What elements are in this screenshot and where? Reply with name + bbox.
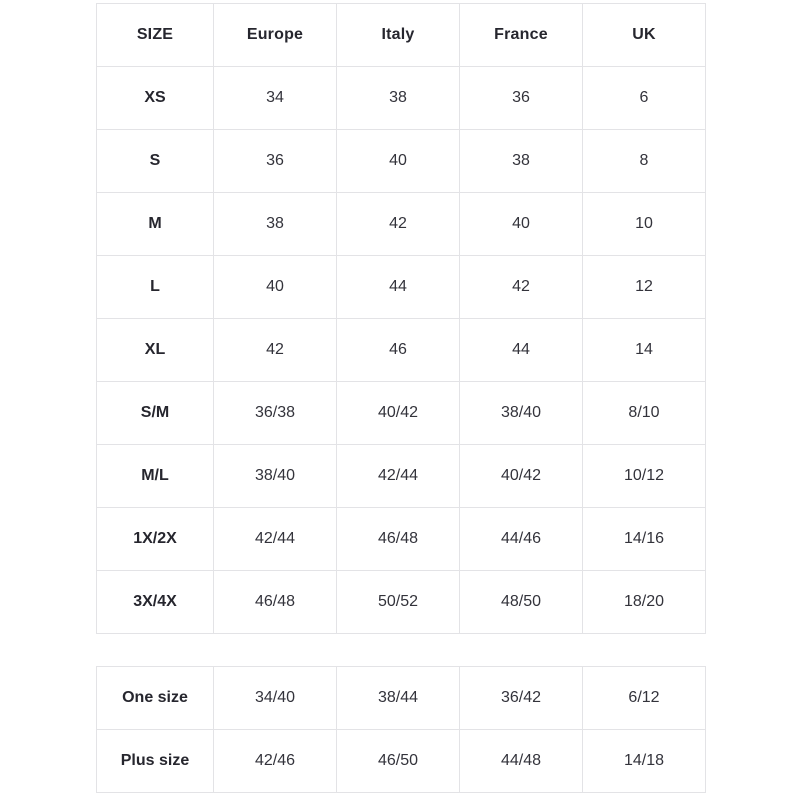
cell-italy: 38/44 xyxy=(337,667,460,730)
cell-uk: 14/16 xyxy=(583,508,706,571)
cell-size: Plus size xyxy=(97,730,214,793)
cell-france: 40/42 xyxy=(460,445,583,508)
cell-france: 44/46 xyxy=(460,508,583,571)
table-header xyxy=(97,4,706,67)
cell-size: M/L xyxy=(97,445,214,508)
cell-size: XS xyxy=(97,67,214,130)
table-row xyxy=(97,667,706,730)
cell-europe: 38 xyxy=(214,193,337,256)
table-row xyxy=(97,508,706,571)
column-header-europe: Europe xyxy=(214,4,337,67)
table-row xyxy=(97,319,706,382)
cell-europe: 46/48 xyxy=(214,571,337,634)
cell-france: 42 xyxy=(460,256,583,319)
cell-france: 38/40 xyxy=(460,382,583,445)
cell-france: 44 xyxy=(460,319,583,382)
cell-europe: 42 xyxy=(214,319,337,382)
cell-europe: 34/40 xyxy=(214,667,337,730)
cell-italy: 42/44 xyxy=(337,445,460,508)
cell-europe: 38/40 xyxy=(214,445,337,508)
cell-size: 3X/4X xyxy=(97,571,214,634)
table-row xyxy=(97,382,706,445)
table-row xyxy=(97,67,706,130)
cell-uk: 14 xyxy=(583,319,706,382)
cell-italy: 40/42 xyxy=(337,382,460,445)
one-size-plus-size-table xyxy=(96,666,706,793)
cell-europe: 36/38 xyxy=(214,382,337,445)
cell-italy: 42 xyxy=(337,193,460,256)
cell-europe: 34 xyxy=(214,67,337,130)
extra-table-body xyxy=(97,667,706,793)
cell-size: S xyxy=(97,130,214,193)
table-row xyxy=(97,730,706,793)
cell-france: 40 xyxy=(460,193,583,256)
cell-italy: 38 xyxy=(337,67,460,130)
cell-uk: 6 xyxy=(583,67,706,130)
cell-size: 1X/2X xyxy=(97,508,214,571)
cell-size: L xyxy=(97,256,214,319)
cell-italy: 46 xyxy=(337,319,460,382)
cell-size: XL xyxy=(97,319,214,382)
cell-uk: 10/12 xyxy=(583,445,706,508)
cell-italy: 44 xyxy=(337,256,460,319)
cell-europe: 36 xyxy=(214,130,337,193)
cell-france: 48/50 xyxy=(460,571,583,634)
cell-uk: 6/12 xyxy=(583,667,706,730)
cell-europe: 40 xyxy=(214,256,337,319)
cell-france: 36/42 xyxy=(460,667,583,730)
cell-italy: 40 xyxy=(337,130,460,193)
cell-france: 38 xyxy=(460,130,583,193)
table-body xyxy=(97,67,706,634)
table-row xyxy=(97,256,706,319)
column-header-france: France xyxy=(460,4,583,67)
cell-size: M xyxy=(97,193,214,256)
cell-italy: 46/48 xyxy=(337,508,460,571)
table-row xyxy=(97,130,706,193)
cell-uk: 12 xyxy=(583,256,706,319)
cell-uk: 10 xyxy=(583,193,706,256)
cell-uk: 8 xyxy=(583,130,706,193)
cell-france: 36 xyxy=(460,67,583,130)
cell-size: One size xyxy=(97,667,214,730)
table-row xyxy=(97,445,706,508)
cell-europe: 42/44 xyxy=(214,508,337,571)
table-header-row xyxy=(97,4,706,67)
table-row xyxy=(97,193,706,256)
cell-italy: 50/52 xyxy=(337,571,460,634)
cell-europe: 42/46 xyxy=(214,730,337,793)
cell-uk: 8/10 xyxy=(583,382,706,445)
table-row xyxy=(97,571,706,634)
cell-france: 44/48 xyxy=(460,730,583,793)
column-header-uk: UK xyxy=(583,4,706,67)
column-header-size: SIZE xyxy=(97,4,214,67)
size-conversion-table xyxy=(96,3,706,634)
cell-uk: 14/18 xyxy=(583,730,706,793)
cell-size: S/M xyxy=(97,382,214,445)
column-header-italy: Italy xyxy=(337,4,460,67)
cell-uk: 18/20 xyxy=(583,571,706,634)
cell-italy: 46/50 xyxy=(337,730,460,793)
